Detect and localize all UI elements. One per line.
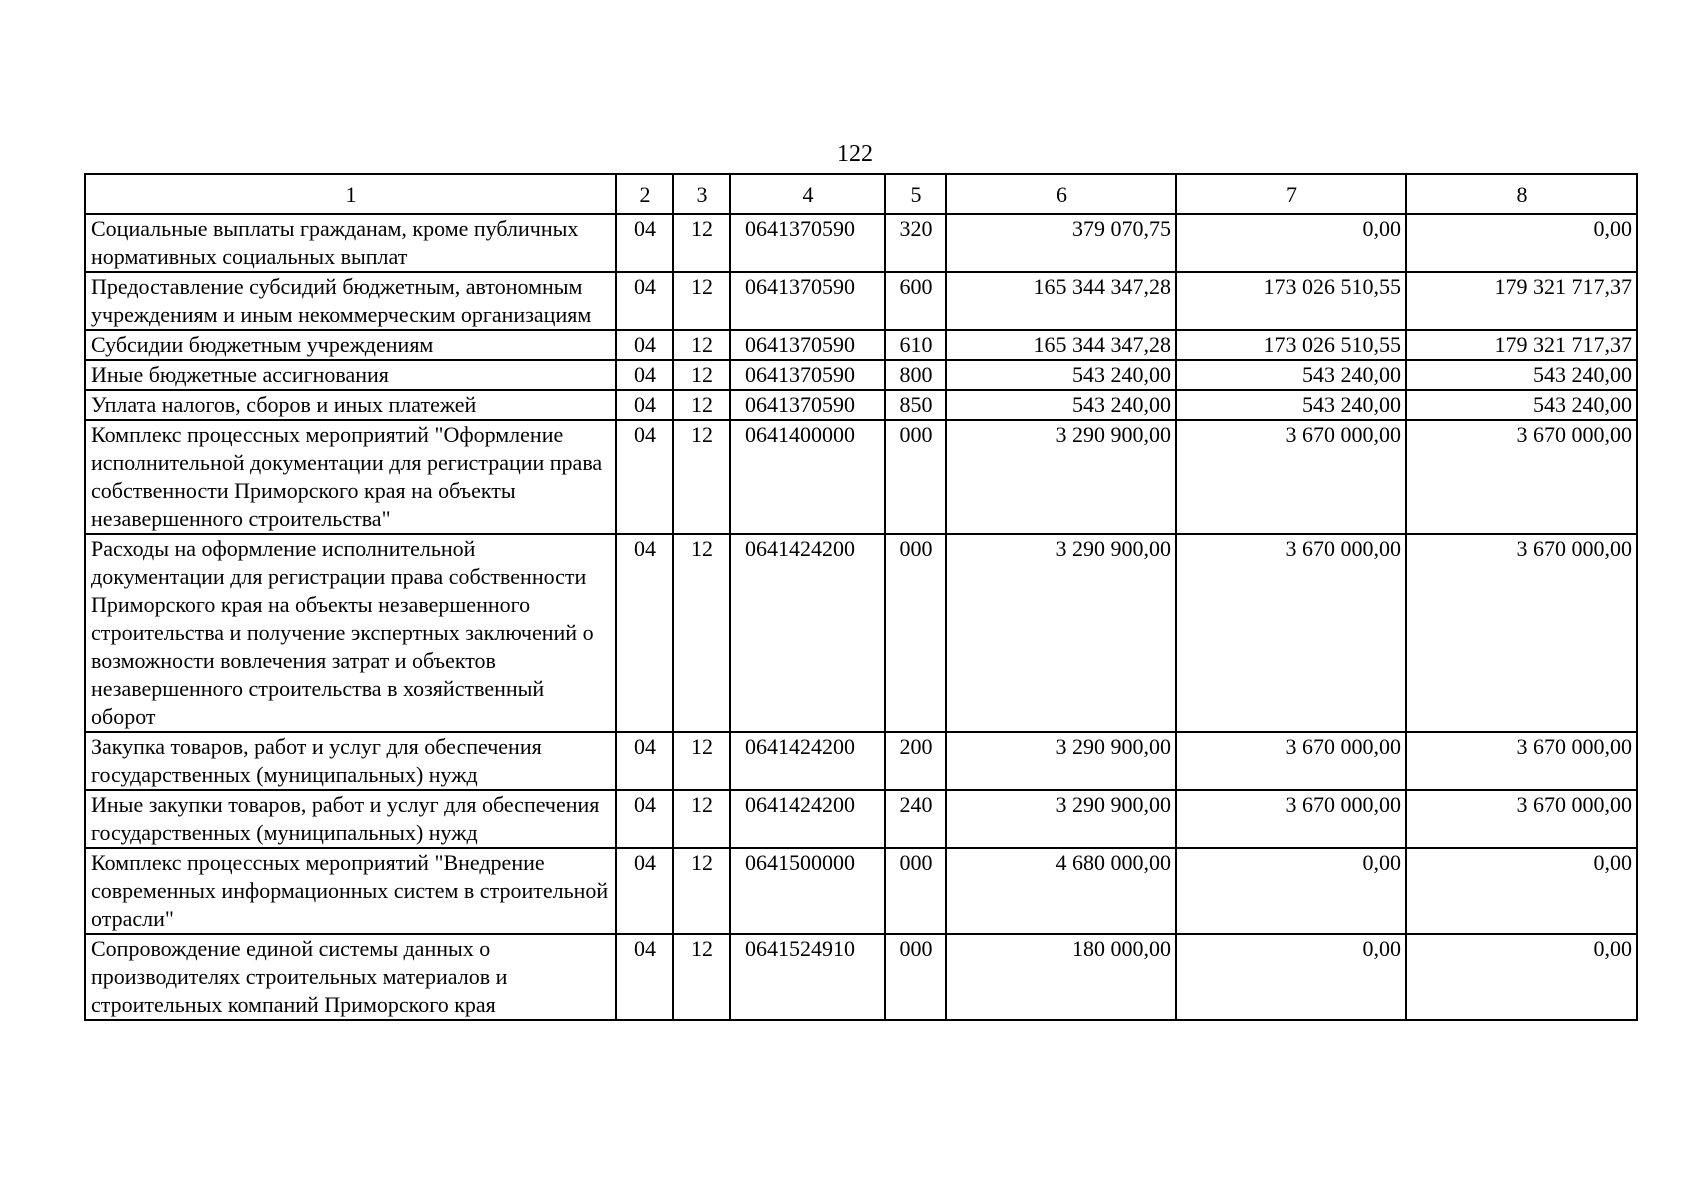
row-amount-year2: 173 026 510,55 (1176, 330, 1406, 360)
table-row (85, 214, 1637, 272)
row-subsection: 12 (673, 390, 730, 420)
row-amount-year3: 0,00 (1406, 848, 1637, 934)
row-expense-type: 000 (885, 848, 946, 934)
row-amount-year1: 3 290 900,00 (946, 420, 1176, 534)
row-subsection: 12 (673, 214, 730, 272)
row-name: Предоставление субсидий бюджетным, автономным учреждениям и иным некоммерческим организациям (85, 272, 616, 330)
row-amount-year2: 173 026 510,55 (1176, 272, 1406, 330)
row-section: 04 (616, 330, 673, 360)
header-cell: 4 (730, 174, 885, 214)
row-section: 04 (616, 534, 673, 732)
row-section: 04 (616, 360, 673, 390)
row-subsection: 12 (673, 848, 730, 934)
row-amount-year2: 3 670 000,00 (1176, 534, 1406, 732)
row-section: 04 (616, 420, 673, 534)
row-expense-type: 320 (885, 214, 946, 272)
row-expense-type: 600 (885, 272, 946, 330)
row-subsection: 12 (673, 360, 730, 390)
row-section: 04 (616, 934, 673, 1020)
table-header (85, 174, 1637, 214)
row-amount-year1: 180 000,00 (946, 934, 1176, 1020)
table-row (85, 534, 1637, 732)
table-body (85, 214, 1637, 1020)
row-name: Субсидии бюджетным учреждениям (85, 330, 616, 360)
row-target-article: 0641370590 (730, 330, 885, 360)
row-name: Социальные выплаты гражданам, кроме публичных нормативных социальных выплат (85, 214, 616, 272)
row-amount-year1: 3 290 900,00 (946, 534, 1176, 732)
row-amount-year2: 0,00 (1176, 214, 1406, 272)
row-expense-type: 240 (885, 790, 946, 848)
row-amount-year2: 543 240,00 (1176, 390, 1406, 420)
row-name: Расходы на оформление исполнительной документации для регистрации права собственности Приморского края на объекты незавершенного строительства и получение экспертных заключений о возможности вовлечения затрат и объектов незавершенного строительства в хозяйственный оборот (85, 534, 616, 732)
page-number: 122 (837, 141, 873, 167)
row-amount-year1: 4 680 000,00 (946, 848, 1176, 934)
table-row (85, 790, 1637, 848)
header-cell: 5 (885, 174, 946, 214)
row-name: Уплата налогов, сборов и иных платежей (85, 390, 616, 420)
row-amount-year3: 543 240,00 (1406, 360, 1637, 390)
row-expense-type: 000 (885, 934, 946, 1020)
header-cell: 6 (946, 174, 1176, 214)
row-name: Закупка товаров, работ и услуг для обеспечения государственных (муниципальных) нужд (85, 732, 616, 790)
row-amount-year1: 3 290 900,00 (946, 732, 1176, 790)
row-expense-type: 200 (885, 732, 946, 790)
row-section: 04 (616, 214, 673, 272)
row-amount-year3: 179 321 717,37 (1406, 272, 1637, 330)
row-expense-type: 000 (885, 534, 946, 732)
row-subsection: 12 (673, 732, 730, 790)
row-expense-type: 610 (885, 330, 946, 360)
table-row (85, 360, 1637, 390)
row-name: Комплекс процессных мероприятий "Оформление исполнительной документации для регистрации права собственности Приморского края на объекты незавершенного строительства" (85, 420, 616, 534)
row-section: 04 (616, 390, 673, 420)
row-amount-year2: 543 240,00 (1176, 360, 1406, 390)
row-amount-year3: 0,00 (1406, 214, 1637, 272)
table-row (85, 732, 1637, 790)
row-target-article: 0641500000 (730, 848, 885, 934)
row-amount-year1: 543 240,00 (946, 390, 1176, 420)
row-name: Сопровождение единой системы данных о производителях строительных материалов и строительных компаний Приморского края (85, 934, 616, 1020)
row-name: Иные бюджетные ассигнования (85, 360, 616, 390)
row-subsection: 12 (673, 790, 730, 848)
table-row (85, 272, 1637, 330)
row-target-article: 0641400000 (730, 420, 885, 534)
row-amount-year3: 3 670 000,00 (1406, 732, 1637, 790)
table-row (85, 848, 1637, 934)
row-amount-year2: 3 670 000,00 (1176, 420, 1406, 534)
row-target-article: 0641424200 (730, 790, 885, 848)
row-amount-year3: 543 240,00 (1406, 390, 1637, 420)
row-name: Комплекс процессных мероприятий "Внедрение современных информационных систем в строительной отрасли" (85, 848, 616, 934)
row-amount-year1: 3 290 900,00 (946, 790, 1176, 848)
row-section: 04 (616, 790, 673, 848)
budget-table (84, 173, 1638, 1021)
row-target-article: 0641370590 (730, 360, 885, 390)
header-cell: 2 (616, 174, 673, 214)
row-amount-year2: 3 670 000,00 (1176, 732, 1406, 790)
row-subsection: 12 (673, 420, 730, 534)
table-row (85, 330, 1637, 360)
row-target-article: 0641524910 (730, 934, 885, 1020)
header-cell: 3 (673, 174, 730, 214)
table-row (85, 934, 1637, 1020)
row-amount-year2: 0,00 (1176, 934, 1406, 1020)
row-target-article: 0641370590 (730, 272, 885, 330)
row-amount-year3: 3 670 000,00 (1406, 534, 1637, 732)
row-amount-year1: 379 070,75 (946, 214, 1176, 272)
header-cell: 1 (85, 174, 616, 214)
row-target-article: 0641424200 (730, 732, 885, 790)
row-expense-type: 800 (885, 360, 946, 390)
row-section: 04 (616, 732, 673, 790)
row-subsection: 12 (673, 272, 730, 330)
row-subsection: 12 (673, 330, 730, 360)
row-amount-year1: 165 344 347,28 (946, 272, 1176, 330)
row-target-article: 0641424200 (730, 534, 885, 732)
row-amount-year1: 543 240,00 (946, 360, 1176, 390)
row-amount-year3: 3 670 000,00 (1406, 420, 1637, 534)
header-cell: 7 (1176, 174, 1406, 214)
row-subsection: 12 (673, 934, 730, 1020)
row-section: 04 (616, 272, 673, 330)
header-cell: 8 (1406, 174, 1637, 214)
row-name: Иные закупки товаров, работ и услуг для обеспечения государственных (муниципальных) нужд (85, 790, 616, 848)
table-row (85, 420, 1637, 534)
row-amount-year1: 165 344 347,28 (946, 330, 1176, 360)
row-amount-year3: 3 670 000,00 (1406, 790, 1637, 848)
row-target-article: 0641370590 (730, 214, 885, 272)
row-expense-type: 850 (885, 390, 946, 420)
row-amount-year3: 179 321 717,37 (1406, 330, 1637, 360)
row-amount-year2: 3 670 000,00 (1176, 790, 1406, 848)
row-amount-year2: 0,00 (1176, 848, 1406, 934)
row-amount-year3: 0,00 (1406, 934, 1637, 1020)
row-expense-type: 000 (885, 420, 946, 534)
row-subsection: 12 (673, 534, 730, 732)
table-row (85, 390, 1637, 420)
row-section: 04 (616, 848, 673, 934)
row-target-article: 0641370590 (730, 390, 885, 420)
header-row (85, 174, 1637, 214)
